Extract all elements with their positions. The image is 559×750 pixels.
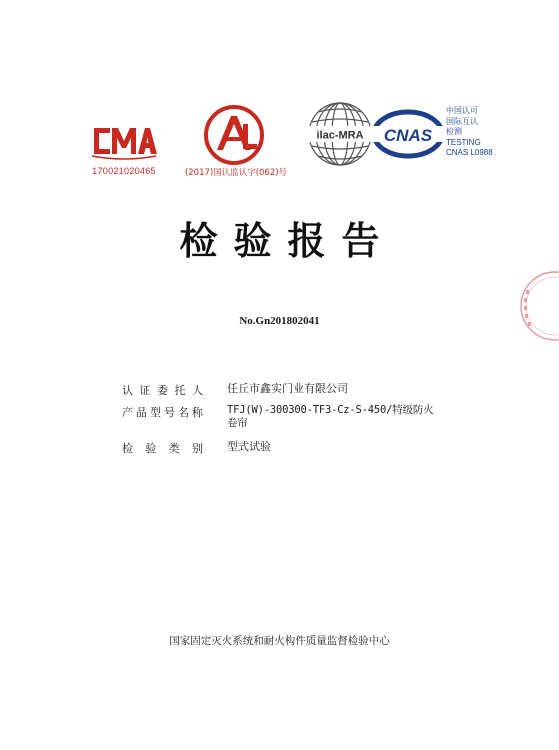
svg-text:CNAS: CNAS	[383, 126, 433, 145]
field-inspection-type	[122, 440, 522, 462]
field-label: 认证委托人	[122, 384, 204, 397]
issuing-organization: 国家固定灭火系统和耐火构件质量监督检验中心	[169, 635, 390, 647]
field-value: 任丘市鑫实门业有限公司	[227, 382, 348, 395]
certification-logos	[0, 100, 559, 180]
field-label: 产品型号名称	[122, 406, 204, 419]
cma-logo	[90, 122, 158, 160]
field-product-model	[122, 404, 522, 440]
cma-code: 170021020465	[92, 166, 156, 176]
report-number: No.Gn201802041	[239, 315, 320, 327]
svg-text:ilac-MRA: ilac-MRA	[316, 129, 364, 142]
cal-code: (2017)国认监认字(062)号	[184, 168, 288, 178]
ilac-mra-logo	[306, 100, 374, 168]
field-value: TFJ(W)-300300-TF3-Cz-S-450/特级防火卷帘	[227, 404, 434, 429]
cnas-logo	[372, 109, 444, 159]
report-title: 检验报告	[179, 219, 396, 263]
field-label: 检验类别	[122, 442, 204, 455]
cnas-accreditation-text: 中国认可 国际互认 检测 TESTING CNAS L0988	[446, 106, 493, 157]
field-client	[122, 382, 522, 404]
cal-logo	[203, 104, 265, 166]
report-fields	[122, 382, 522, 462]
partial-seal-stamp	[505, 268, 559, 344]
field-value: 型式试验	[227, 440, 271, 453]
